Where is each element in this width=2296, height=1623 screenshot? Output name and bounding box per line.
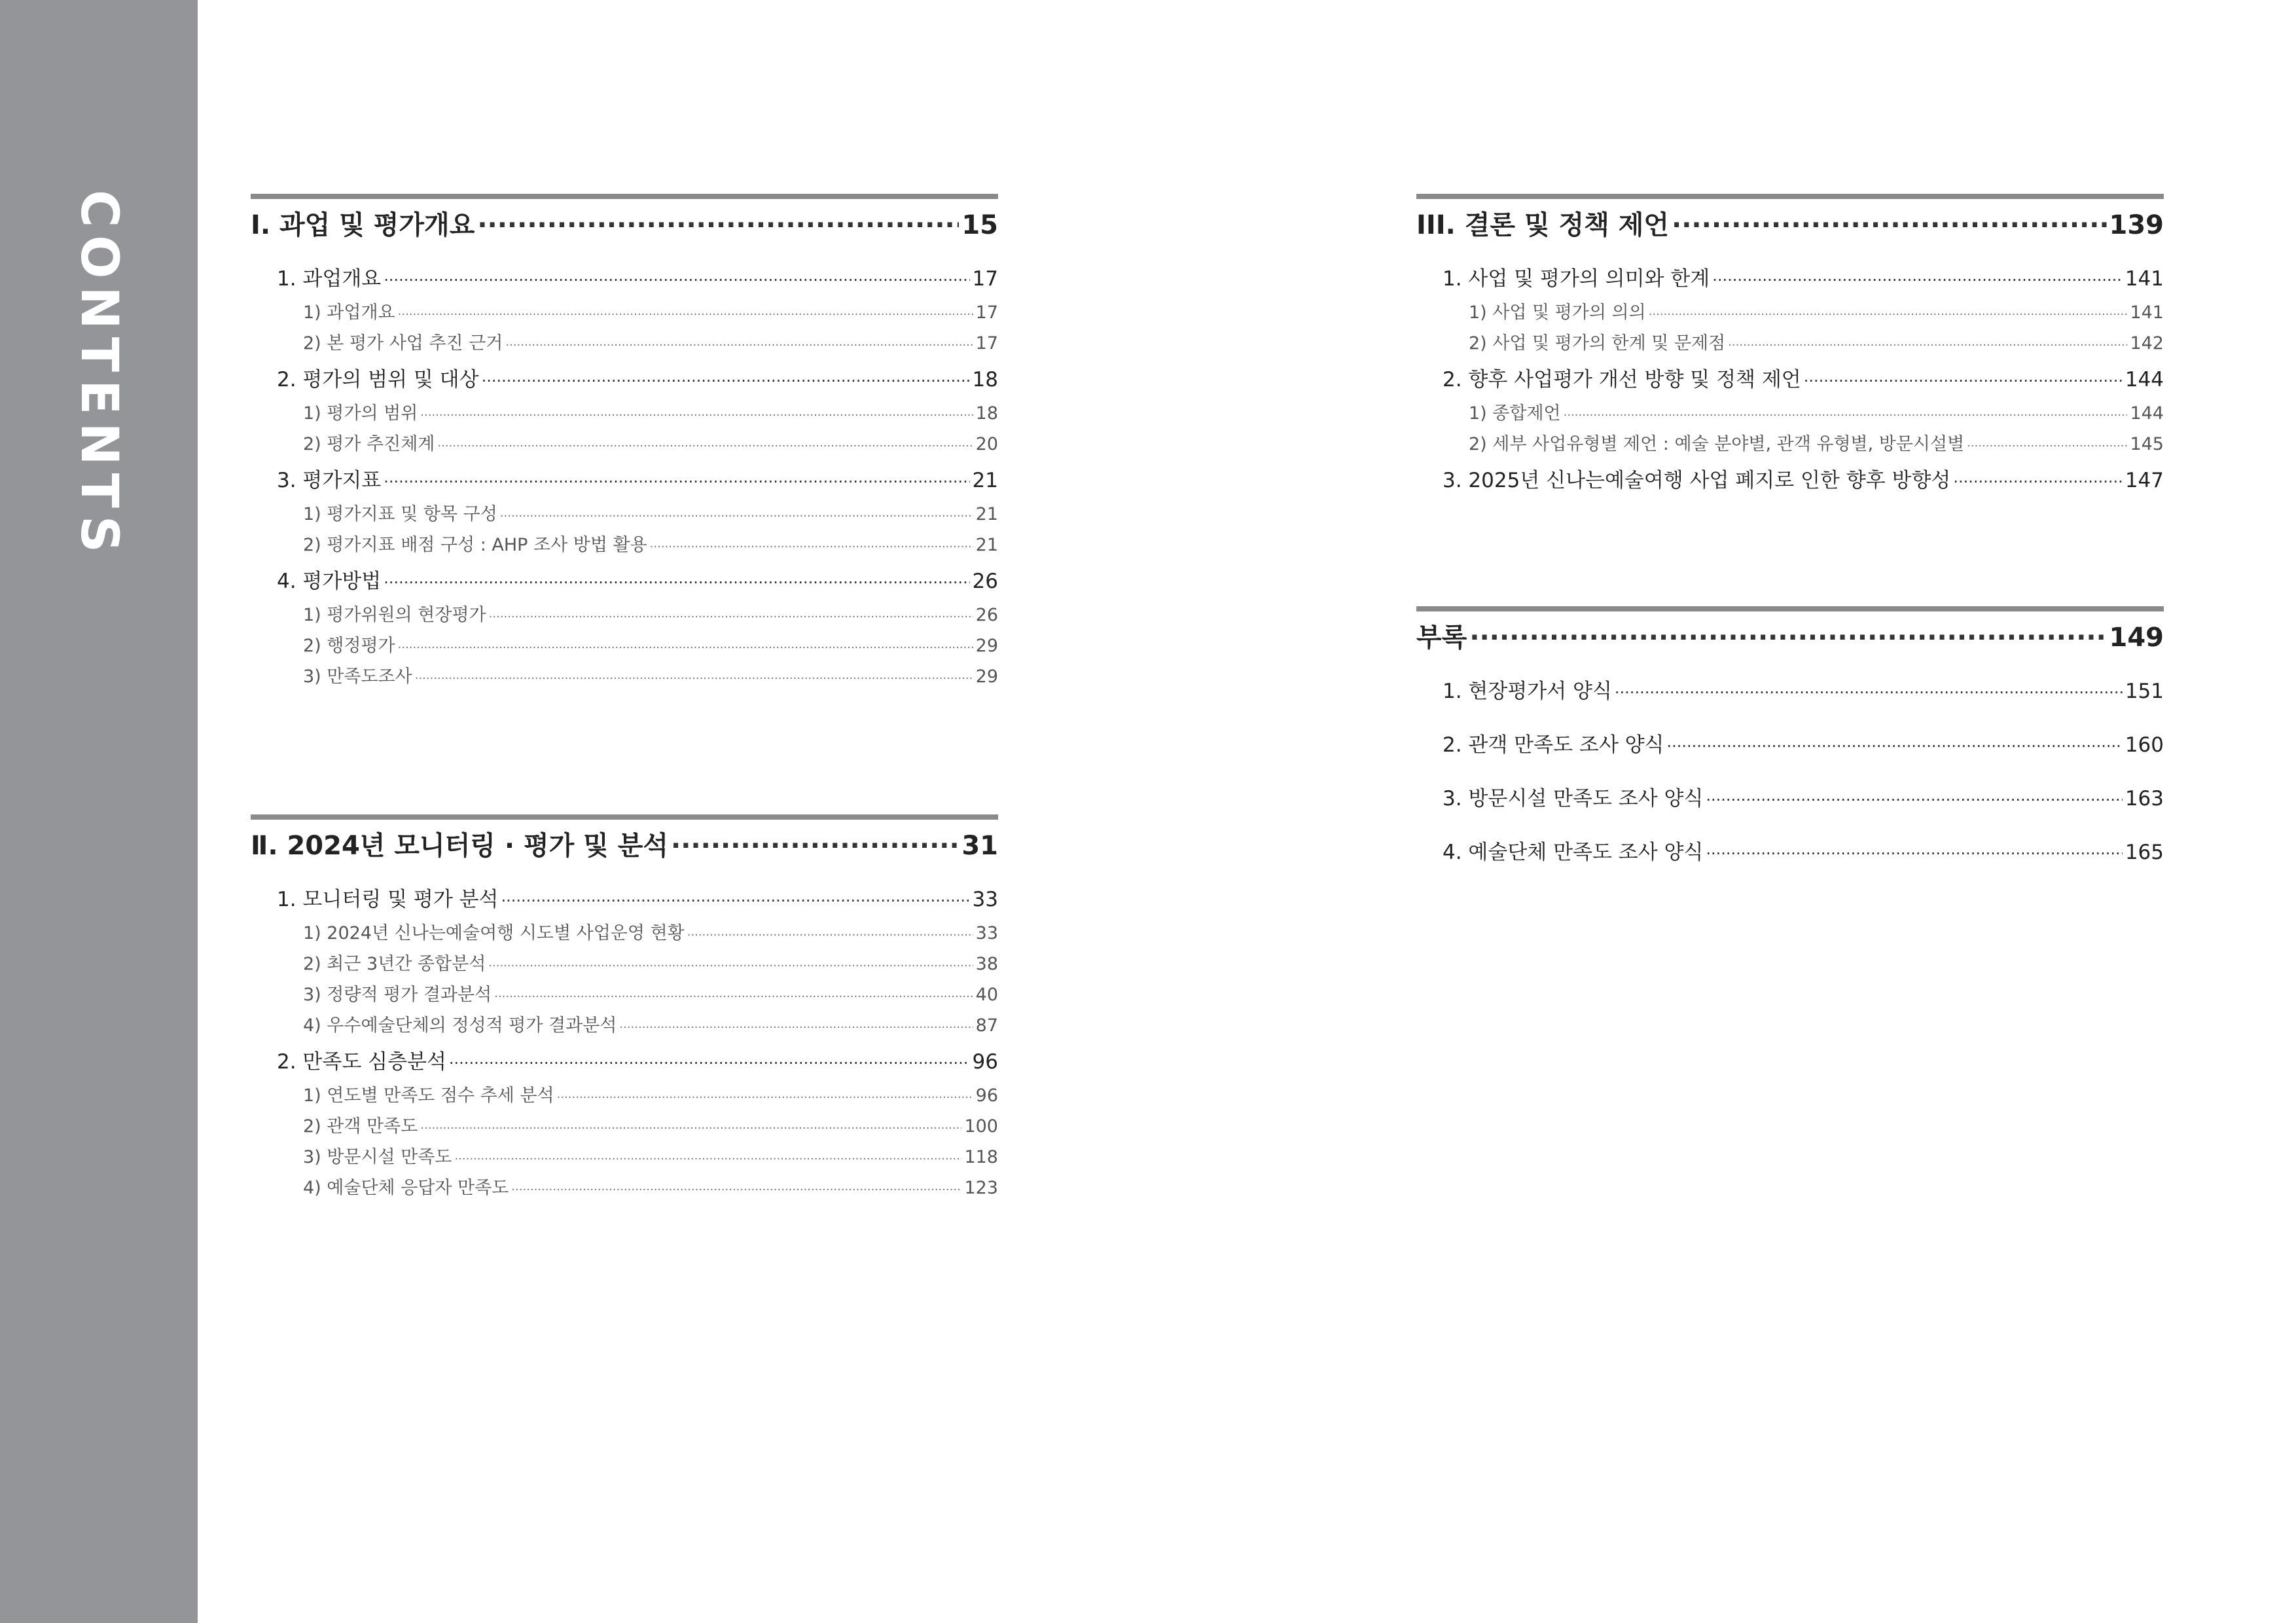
toc-chapter[interactable] <box>251 881 998 918</box>
right-column-lower <box>1416 606 2164 871</box>
toc-section[interactable] <box>1416 204 2164 246</box>
page-number: 151 <box>2125 680 2164 703</box>
leader-dots <box>1728 330 2127 361</box>
toc-section[interactable] <box>1416 617 2164 659</box>
toc-item[interactable] <box>251 499 998 530</box>
page-number: 18 <box>972 368 998 392</box>
page-number: 139 <box>2109 210 2164 240</box>
section-1 <box>251 194 998 692</box>
page-number: 118 <box>964 1147 998 1167</box>
leader-dots <box>1649 299 2128 330</box>
page-number: 147 <box>2125 469 2164 492</box>
toc-section[interactable] <box>251 204 998 246</box>
toc-chapter[interactable] <box>251 462 998 499</box>
chapter-title: 1. 사업 및 평가의 의미와 한계 <box>1443 267 1710 291</box>
leader-dots <box>1706 782 2122 818</box>
page-number: 40 <box>975 985 998 1005</box>
item-title: 1) 2024년 신나는예술여행 시도별 사업운영 현황 <box>303 923 685 943</box>
chapter-title: 1. 과업개요 <box>277 267 382 291</box>
page-number: 123 <box>964 1178 998 1198</box>
page-number: 18 <box>975 403 998 424</box>
page-number: 145 <box>2130 434 2164 454</box>
leader-dots <box>1712 262 2123 299</box>
toc-item[interactable] <box>251 600 998 630</box>
section-rule <box>251 194 998 199</box>
item-title: 2) 세부 사업유형별 제언 : 예술 분야별, 관객 유형별, 방문시설별 <box>1469 434 1965 454</box>
leader-dots <box>1564 400 2128 431</box>
page-number: 15 <box>961 210 998 240</box>
page-number: 29 <box>975 636 998 656</box>
page-number: 141 <box>2130 302 2164 323</box>
chapter-title: 2. 관객 만족도 조사 양식 <box>1443 733 1664 757</box>
left-column <box>251 194 998 692</box>
leader-dots <box>454 1144 961 1175</box>
page-number: 33 <box>975 923 998 943</box>
item-title: 1) 종합제언 <box>1469 403 1561 424</box>
leader-dots <box>398 632 973 663</box>
toc-chapter[interactable] <box>1416 834 2164 871</box>
leader-dots <box>1804 363 2123 399</box>
toc-item[interactable] <box>1416 297 2164 328</box>
page-number: 96 <box>975 1085 998 1106</box>
item-title: 2) 사업 및 평가의 한계 및 문제점 <box>1469 333 1726 354</box>
page-number: 26 <box>972 570 998 593</box>
leader-dots <box>1469 617 2106 659</box>
toc-item[interactable] <box>1416 328 2164 359</box>
page-number: 144 <box>2125 368 2164 392</box>
leader-dots <box>1667 728 2123 765</box>
leader-dots <box>384 464 969 500</box>
chapter-title: 1. 현장평가서 양식 <box>1443 680 1612 703</box>
section-title: Ⅱ. 2024년 모니터링 · 평가 및 분석 <box>251 831 669 861</box>
leader-dots <box>420 400 973 431</box>
page-number: 29 <box>975 666 998 687</box>
section-title: Ⅰ. 과업 및 평가개요 <box>251 210 475 240</box>
section-2 <box>251 814 998 1203</box>
leader-dots <box>671 825 959 867</box>
page-number: 31 <box>961 831 998 861</box>
item-title: 2) 관객 만족도 <box>303 1116 418 1137</box>
page-number: 21 <box>975 504 998 524</box>
chapter-title: 1. 모니터링 및 평가 분석 <box>277 888 499 911</box>
section-title: III. 결론 및 정책 제언 <box>1416 210 1670 240</box>
page-number: 100 <box>964 1116 998 1137</box>
chapter-title: 3. 2025년 신나는예술여행 사업 폐지로 인한 향후 방향성 <box>1443 469 1951 492</box>
leader-dots <box>398 299 973 330</box>
leader-dots <box>1967 431 2127 462</box>
leader-dots <box>420 1113 961 1144</box>
toc-chapter[interactable] <box>251 563 998 600</box>
item-title: 3) 만족도조사 <box>303 666 412 687</box>
leader-dots <box>482 363 970 399</box>
toc-item[interactable] <box>1416 429 2164 460</box>
page-number: 87 <box>975 1015 998 1036</box>
right-column <box>1416 194 2164 499</box>
leader-dots <box>384 262 969 299</box>
section-rule <box>1416 606 2164 611</box>
toc-item[interactable] <box>251 630 998 661</box>
leader-dots <box>687 920 973 951</box>
page-number: 96 <box>972 1050 998 1074</box>
page-number: 38 <box>975 954 998 974</box>
toc-item[interactable] <box>251 949 998 979</box>
leader-dots <box>501 883 970 919</box>
leader-dots <box>505 330 973 361</box>
section-3 <box>1416 194 2164 499</box>
leader-dots <box>437 431 973 462</box>
item-title: 4) 우수예술단체의 정성적 평가 결과분석 <box>303 1015 617 1036</box>
item-title: 4) 예술단체 응답자 만족도 <box>303 1178 509 1198</box>
item-title: 2) 평가지표 배점 구성 : AHP 조사 방법 활용 <box>303 535 647 555</box>
toc-item[interactable] <box>251 1010 998 1041</box>
leader-dots <box>511 1175 961 1205</box>
page-number: 33 <box>972 888 998 911</box>
item-title: 1) 평가지표 및 항목 구성 <box>303 504 497 524</box>
leader-dots <box>619 1012 973 1043</box>
toc-item[interactable] <box>251 1142 998 1173</box>
toc-chapter[interactable] <box>1416 361 2164 398</box>
section-rule <box>251 814 998 820</box>
toc-chapter[interactable] <box>1416 780 2164 817</box>
item-title: 1) 사업 및 평가의 의의 <box>1469 302 1646 323</box>
item-title: 3) 방문시설 만족도 <box>303 1147 452 1167</box>
item-title: 1) 연도별 만족도 점수 추세 분석 <box>303 1085 554 1106</box>
leader-dots <box>488 951 973 981</box>
page-number: 160 <box>2125 733 2164 757</box>
page-number: 26 <box>975 605 998 625</box>
page-number: 21 <box>975 535 998 555</box>
item-title: 3) 정량적 평가 결과분석 <box>303 985 492 1005</box>
leader-dots <box>557 1082 973 1113</box>
toc-item[interactable] <box>251 918 998 949</box>
toc-item[interactable] <box>251 429 998 460</box>
leader-dots <box>500 501 973 532</box>
page-number: 21 <box>972 469 998 492</box>
toc-chapter[interactable] <box>1416 261 2164 297</box>
section-rule <box>1416 194 2164 199</box>
page-number: 141 <box>2125 267 2164 291</box>
toc-item[interactable] <box>251 328 998 359</box>
contents-label: CONTENTS <box>69 190 128 560</box>
page-number: 17 <box>975 333 998 354</box>
chapter-title: 2. 향후 사업평가 개선 방향 및 정책 제언 <box>1443 368 1801 392</box>
toc-chapter[interactable] <box>251 361 998 398</box>
leader-dots <box>489 602 973 632</box>
leader-dots <box>449 1045 970 1082</box>
page-number: 17 <box>975 302 998 323</box>
chapter-title: 2. 만족도 심층분석 <box>277 1050 446 1074</box>
item-title: 1) 평가위원의 현장평가 <box>303 605 486 625</box>
toc-item[interactable] <box>251 297 998 328</box>
toc-item[interactable] <box>251 979 998 1010</box>
chapter-title: 4. 평가방법 <box>277 570 382 593</box>
section-appendix <box>1416 606 2164 871</box>
item-title: 1) 과업개요 <box>303 302 395 323</box>
leader-dots <box>1615 674 2123 711</box>
section-title: 부록 <box>1416 623 1467 653</box>
item-title: 2) 행정평가 <box>303 636 395 656</box>
leader-dots <box>1672 204 2106 246</box>
toc-item[interactable] <box>1416 398 2164 429</box>
toc-chapter[interactable] <box>1416 727 2164 763</box>
toc-item[interactable] <box>251 398 998 429</box>
leader-dots <box>1706 835 2122 872</box>
chapter-title: 3. 방문시설 만족도 조사 양식 <box>1443 787 1704 811</box>
chapter-title: 4. 예술단체 만족도 조사 양식 <box>1443 841 1704 864</box>
page-number: 149 <box>2109 623 2164 653</box>
leader-dots <box>415 663 973 694</box>
chapter-title: 2. 평가의 범위 및 대상 <box>277 368 479 392</box>
toc-chapter[interactable] <box>251 1044 998 1080</box>
toc-item[interactable] <box>251 1173 998 1203</box>
leader-dots <box>650 532 973 562</box>
page-number: 144 <box>2130 403 2164 424</box>
leader-dots <box>1953 464 2122 500</box>
chapter-title: 3. 평가지표 <box>277 469 382 492</box>
item-title: 1) 평가의 범위 <box>303 403 418 424</box>
toc-section[interactable] <box>251 825 998 867</box>
toc-item[interactable] <box>251 1080 998 1111</box>
toc-item[interactable] <box>251 661 998 692</box>
page-number: 163 <box>2125 787 2164 811</box>
item-title: 2) 본 평가 사업 추진 근거 <box>303 333 503 354</box>
page-number: 17 <box>972 267 998 291</box>
toc-item[interactable] <box>251 1111 998 1142</box>
item-title: 2) 최근 3년간 종합분석 <box>303 954 486 974</box>
toc-item[interactable] <box>251 530 998 560</box>
leader-dots <box>384 564 969 601</box>
page-number: 165 <box>2125 841 2164 864</box>
toc-chapter[interactable] <box>1416 462 2164 499</box>
toc-chapter[interactable] <box>1416 673 2164 710</box>
leader-dots <box>494 981 973 1012</box>
item-title: 2) 평가 추진체계 <box>303 434 435 454</box>
page-number: 20 <box>975 434 998 454</box>
toc-chapter[interactable] <box>251 261 998 297</box>
leader-dots <box>477 204 959 246</box>
left-column-lower <box>251 814 998 1203</box>
page-number: 142 <box>2130 333 2164 354</box>
